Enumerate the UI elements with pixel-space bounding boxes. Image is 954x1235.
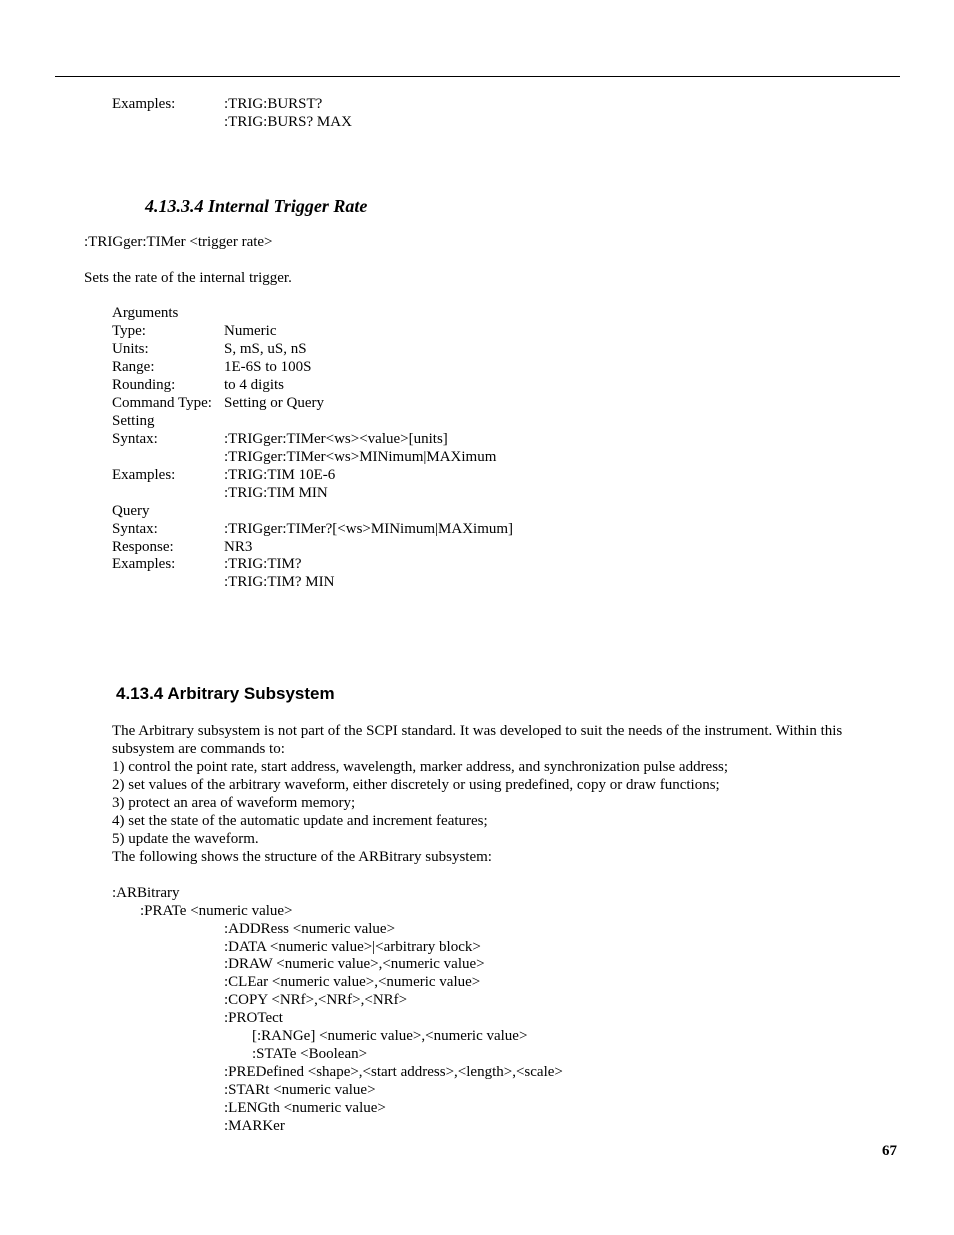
tree-node: :PRATe <numeric value> [140,903,293,919]
tree-node: :PROTect [224,1010,283,1026]
tree-node: :DRAW <numeric value>,<numeric value> [224,956,485,972]
range-label: Range: [112,359,155,375]
tree-node: :CLEar <numeric value>,<numeric value> [224,974,481,990]
list-item: 5) update the waveform. [112,831,259,847]
structure-intro: The following shows the structure of the ARBitrary subsystem: [112,849,492,865]
response-value: NR3 [224,539,253,555]
units-value: S, mS, uS, nS [224,341,307,357]
intro-line: subsystem are commands to: [112,741,285,757]
type-value: Numeric [224,323,277,339]
tree-node: :STATe <Boolean> [252,1046,368,1062]
example-line: :TRIG:BURS? MAX [224,114,352,130]
setting-example-line: :TRIG:TIM MIN [224,485,328,501]
example-line: :TRIG:BURST? [224,96,323,112]
section-heading-internal-trigger-rate: 4.13.3.4 Internal Trigger Rate [145,196,368,216]
tree-node: :DATA <numeric value>|<arbitrary block> [224,939,481,955]
tree-node: [:RANGe] <numeric value>,<numeric value> [252,1028,528,1044]
list-item: 2) set values of the arbitrary waveform, either discretely or using predefined, copy or draw functions; [112,777,720,793]
tree-node: :MARKer [224,1118,285,1134]
setting-syntax-line: :TRIGger:TIMer<ws>MINimum|MAXimum [224,449,497,465]
setting-syntax-label: Syntax: [112,431,158,447]
query-example-line: :TRIG:TIM? [224,556,302,572]
setting-label: Setting [112,413,155,429]
query-syntax-label: Syntax: [112,521,158,537]
intro-line: The Arbitrary subsystem is not part of the SCPI standard. It was developed to suit the needs of the instrument. Within this [112,723,843,739]
tree-node-root: :ARBitrary [112,885,180,901]
query-example-line: :TRIG:TIM? MIN [224,574,335,590]
command-type-label: Command Type: [112,395,212,411]
arguments-label: Arguments [112,305,179,321]
setting-example-line: :TRIG:TIM 10E-6 [224,467,336,483]
query-examples-label: Examples: [112,556,176,572]
response-label: Response: [112,539,174,555]
rounding-value: to 4 digits [224,377,285,393]
header-rule [55,76,900,77]
setting-examples-label: Examples: [112,467,176,483]
command-syntax: :TRIGger:TIMer <trigger rate> [84,234,273,250]
tree-node: :PREDefined <shape>,<start address>,<length>,<scale> [224,1064,563,1080]
tree-node: :ADDRess <numeric value> [224,921,396,937]
type-label: Type: [112,323,146,339]
list-item: 4) set the state of the automatic update and increment features; [112,813,488,829]
command-type-value: Setting or Query [224,395,324,411]
range-value: 1E-6S to 100S [224,359,312,375]
tree-node: :LENGth <numeric value> [224,1100,386,1116]
rounding-label: Rounding: [112,377,176,393]
tree-node: :STARt <numeric value> [224,1082,376,1098]
units-label: Units: [112,341,149,357]
page-number: 67 [882,1143,897,1159]
query-syntax-value: :TRIGger:TIMer?[<ws>MINimum|MAXimum] [224,521,514,537]
query-label: Query [112,503,150,519]
list-item: 3) protect an area of waveform memory; [112,795,356,811]
section-heading-arbitrary-subsystem: 4.13.4 Arbitrary Subsystem [116,684,335,703]
tree-node: :COPY <NRf>,<NRf>,<NRf> [224,992,408,1008]
list-item: 1) control the point rate, start address, wavelength, marker address, and synchronization pulse address; [112,759,729,775]
command-description: Sets the rate of the internal trigger. [84,270,292,286]
setting-syntax-line: :TRIGger:TIMer<ws><value>[units] [224,431,448,447]
examples-label: Examples: [112,96,176,112]
